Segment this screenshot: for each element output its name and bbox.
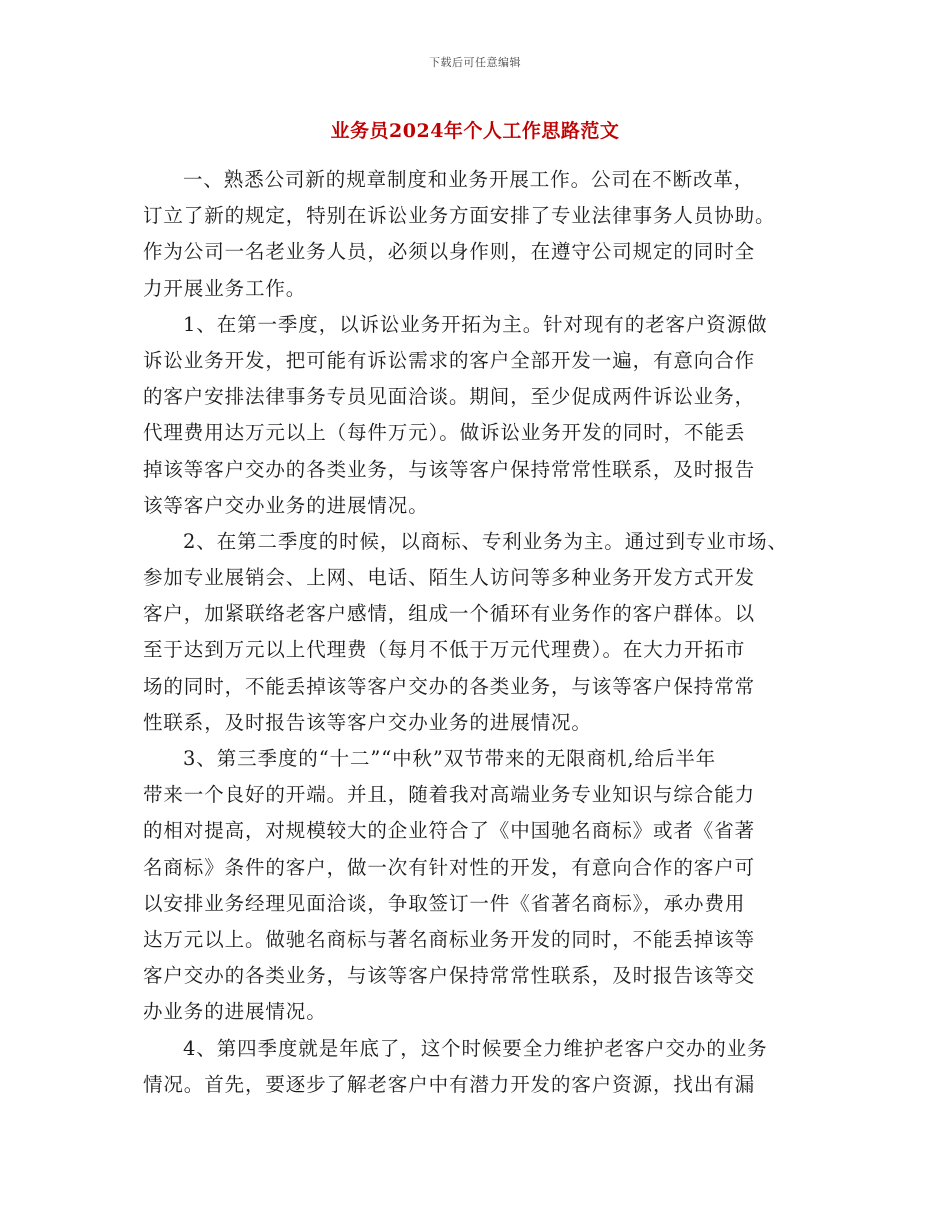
body-line: 该等客户交办业务的进展情况。 bbox=[143, 493, 429, 517]
body-line: 带来一个良好的开端。并且，随着我对高端业务专业知识与综合能力 bbox=[143, 783, 756, 807]
body-line: 客户，加紧联络老客户感情，组成一个循环有业务作的客户群体。以 bbox=[143, 602, 756, 626]
body-line: 名商标》条件的客户，做一次有针对性的开发，有意向合作的客户可 bbox=[143, 855, 756, 879]
body-line: 场的同时，不能丢掉该等客户交办的各类业务，与该等客户保持常常 bbox=[143, 674, 756, 698]
body-line: 的相对提高，对规模较大的企业符合了《中国驰名商标》或者《省著 bbox=[143, 819, 756, 843]
body-line: 性联系，及时报告该等客户交办业务的进展情况。 bbox=[143, 710, 592, 734]
body-line: 代理费用达万元以上（每件万元）。做诉讼业务开发的同时，不能丢 bbox=[143, 421, 746, 445]
body-line: 4、第四季度就是年底了，这个时候要全力维护老客户交办的业务 bbox=[183, 1036, 768, 1060]
body-line: 掉该等客户交办的各类业务，与该等客户保持常常性联系，及时报告 bbox=[143, 457, 756, 481]
body-line: 力开展业务工作。 bbox=[143, 276, 307, 300]
body-line: 诉讼业务开发，把可能有诉讼需求的客户全部开发一遍，有意向合作 bbox=[143, 348, 756, 372]
body-line: 一、熟悉公司新的规章制度和业务开展工作。公司在不断改革， bbox=[183, 168, 755, 191]
body-line: 的客户安排法律事务专员见面洽谈。期间，至少促成两件诉讼业务， bbox=[143, 385, 756, 409]
body-line: 订立了新的规定，特别在诉讼业务方面安排了专业法律事务人员协助。 bbox=[143, 204, 776, 228]
body-line: 情况。首先，要逐步了解老客户中有潜力开发的客户资源，找出有漏 bbox=[143, 1072, 756, 1096]
body-line: 2、在第二季度的时候，以商标、专利业务为主。通过到专业市场、 bbox=[183, 529, 788, 553]
body-line: 作为公司一名老业务人员，必须以身作则，在遵守公司规定的同时全 bbox=[143, 240, 756, 264]
body-line: 以安排业务经理见面洽谈，争取签订一件《省著名商标》，承办费用 bbox=[143, 891, 746, 915]
body-line: 1、在第一季度，以诉讼业务开拓为主。针对现有的老客户资源做 bbox=[183, 312, 768, 336]
body-line: 参加专业展销会、上网、电话、陌生人访问等多种业务开发方式开发 bbox=[143, 566, 756, 590]
body-line: 达万元以上。做驰名商标与著名商标业务开发的同时，不能丢掉该等 bbox=[143, 927, 756, 951]
body-line: 至于达到万元以上代理费（每月不低于万元代理费）。在大力开拓市 bbox=[143, 638, 746, 662]
document-body bbox=[143, 162, 823, 1103]
body-line: 3、第三季度的“十二”“中秋”双节带来的无限商机,给后半年 bbox=[183, 747, 717, 770]
body-line: 客户交办的各类业务，与该等客户保持常常性联系，及时报告该等交 bbox=[143, 964, 756, 988]
body-line: 办业务的进展情况。 bbox=[143, 1000, 327, 1024]
page-header: 下载后可任意编辑 bbox=[429, 56, 521, 69]
document-title: 业务员2024年个人工作思路范文 bbox=[330, 120, 620, 142]
